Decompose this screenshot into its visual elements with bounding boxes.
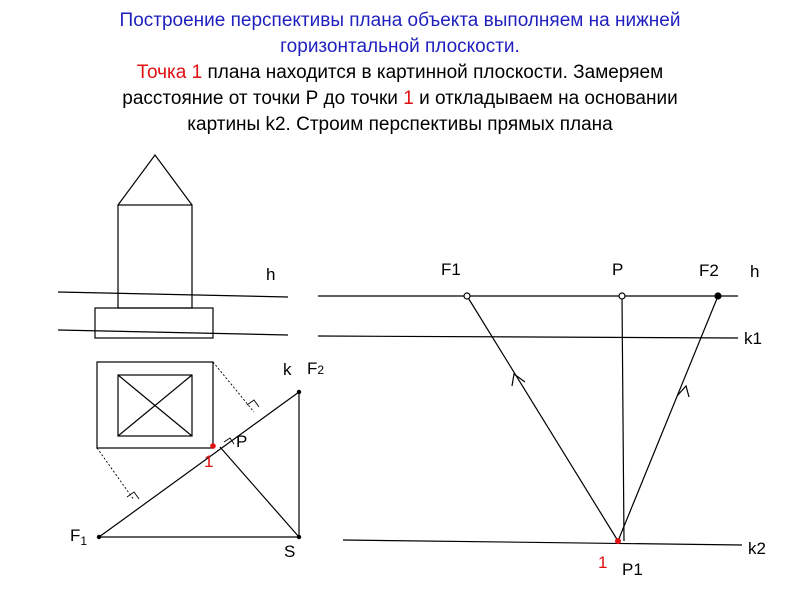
point-F2-left — [297, 390, 301, 394]
label-F2-left-sub: 2 — [317, 363, 325, 377]
ray-S-P — [220, 447, 299, 537]
label-k1: k1 — [744, 329, 762, 348]
label-F1-left — [70, 526, 87, 548]
instruction-line-3-num: 1 — [191, 62, 203, 83]
label-1-left: 1 — [204, 452, 214, 471]
label-1-right: 1 — [598, 553, 608, 572]
label-P-right: P — [612, 260, 624, 279]
point-F1-right — [464, 293, 470, 299]
label-F2-right: F2 — [699, 261, 719, 280]
perspective-view — [318, 293, 742, 545]
instruction-line-3-post: плана находится в картинной плоскости. Замеряем — [207, 62, 664, 83]
label-h-left: h — [266, 265, 276, 284]
label-F2-left-main: F — [307, 359, 318, 378]
front-view — [58, 155, 288, 338]
plan-view — [97, 362, 301, 539]
line-1-to-F2 — [618, 296, 718, 541]
label-F1-left-sub: 1 — [80, 534, 88, 548]
label-F2-left — [307, 359, 324, 378]
point-S — [297, 535, 301, 539]
instruction-line-4-pre: расстояние от точки Р до точки — [122, 88, 398, 109]
instruction-line-2: горизонтальной плоскости. — [280, 36, 520, 57]
label-F1-left-main: F — [70, 526, 81, 545]
point-F1-left — [97, 535, 101, 539]
label-S: S — [284, 542, 296, 561]
horizon-line-left — [58, 292, 288, 297]
point-P-right — [619, 293, 625, 299]
instruction-line-1: Построение перспективы плана объекта выполняем на нижней — [119, 10, 681, 31]
instruction-line-5: картины k2. Строим перспективы прямых плана — [187, 114, 613, 135]
point-1-right — [615, 538, 621, 544]
line-1-to-F1 — [467, 296, 618, 541]
roof-outline — [118, 155, 192, 205]
line-k2 — [343, 540, 742, 545]
label-k: k — [283, 360, 292, 379]
projection-lower — [97, 448, 134, 500]
instruction-line-3-pre: Точка — [136, 62, 187, 83]
picture-plane-k — [99, 392, 299, 537]
label-h-right: h — [750, 262, 760, 281]
building-body — [118, 205, 192, 308]
instruction-line-4-num: 1 — [403, 88, 414, 109]
label-k2: k2 — [748, 539, 766, 558]
instruction-line-4-post: и откладываем на основании — [419, 88, 678, 109]
line-k1 — [318, 336, 738, 338]
line-P-P1 — [622, 296, 624, 541]
label-F1-right: F1 — [441, 260, 461, 279]
label-P-left: P — [236, 432, 248, 451]
label-P1: P1 — [622, 560, 643, 579]
point-1-left — [210, 443, 216, 449]
ground-line-left — [58, 330, 288, 335]
point-F2-right — [715, 293, 721, 299]
